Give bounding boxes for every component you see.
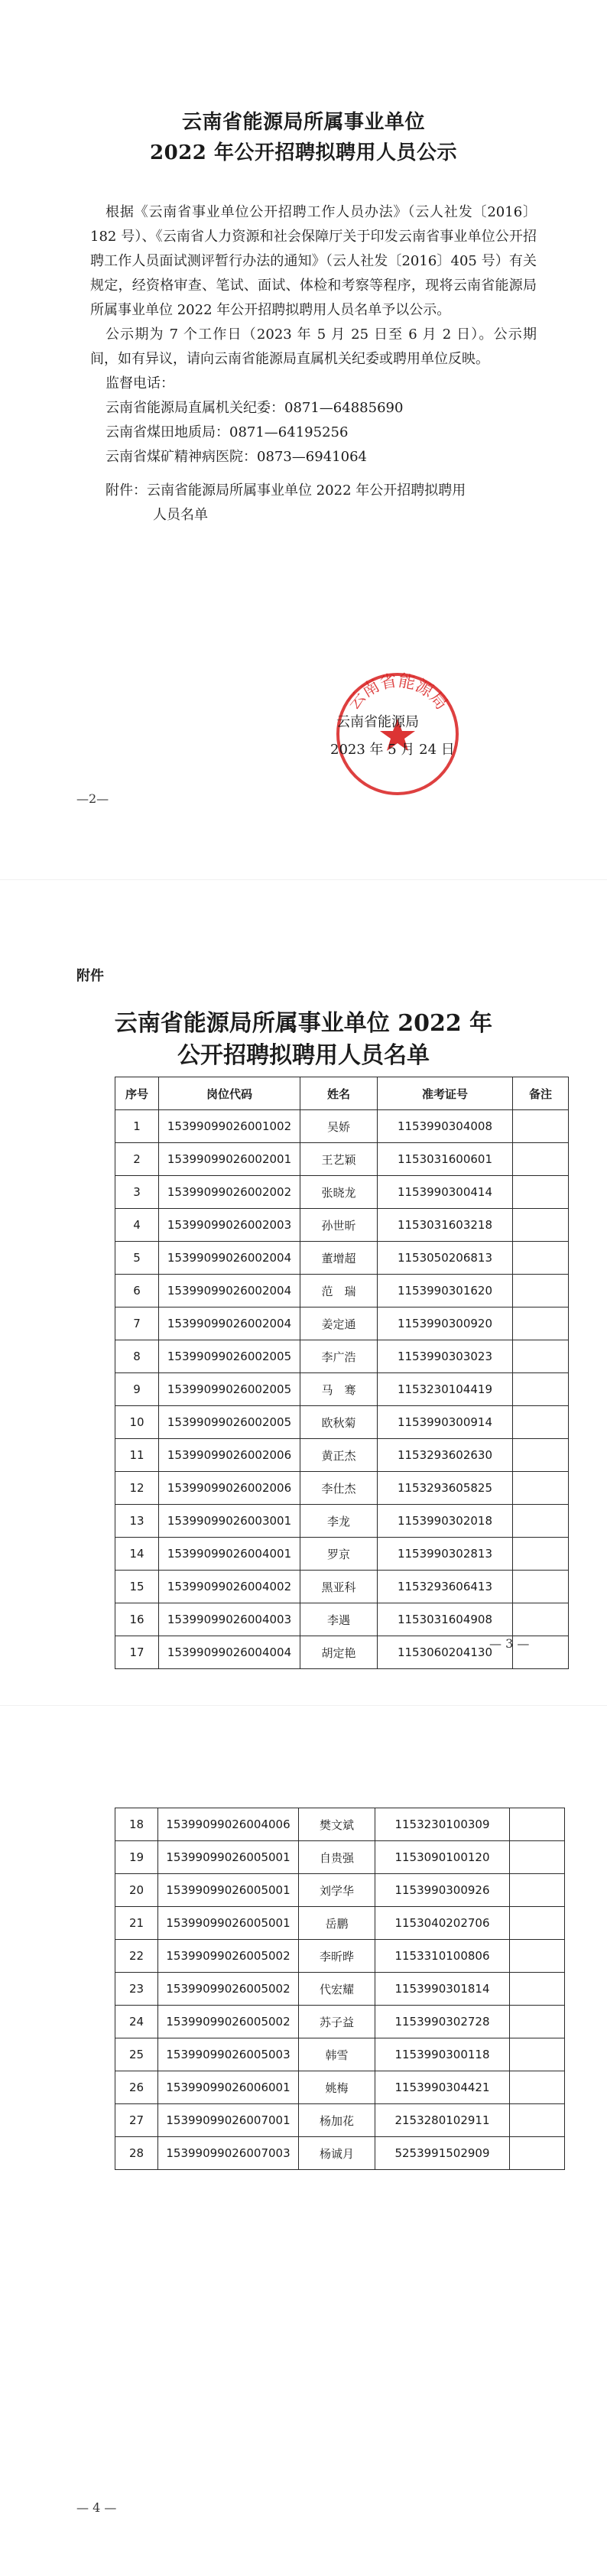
cell-index: 22 [115,1940,158,1973]
table-row [115,1808,565,1841]
cell-post-code: 15399099026002005 [159,1340,300,1373]
cell-post-code: 15399099026005001 [158,1841,299,1874]
cell-post-code: 15399099026005001 [158,1907,299,1940]
page-2 [0,0,607,879]
cell-exam-number: 1153990303023 [378,1340,513,1373]
cell-remarks [513,1538,569,1571]
header-name: 姓名 [300,1077,378,1110]
cell-exam-number: 1153230104419 [378,1373,513,1406]
cell-index: 10 [115,1406,159,1439]
cell-index: 8 [115,1340,159,1373]
cell-exam-number: 1153990302018 [378,1505,513,1538]
cell-index: 17 [115,1636,159,1669]
table-row [115,1907,565,1940]
cell-post-code: 15399099026002004 [159,1307,300,1340]
cell-name: 马 骞 [300,1373,378,1406]
official-seal [329,664,466,801]
cell-remarks [513,1373,569,1406]
table-row [115,1373,569,1406]
cell-post-code: 15399099026004003 [159,1603,300,1636]
cell-name: 刘学华 [299,1874,375,1907]
table-row [115,1176,569,1209]
table-row [115,1406,569,1439]
cell-name: 韩雪 [299,2038,375,2071]
cell-index: 24 [115,2006,158,2038]
cell-index: 11 [115,1439,159,1472]
page-3-number: — 3 — [489,1636,530,1651]
cell-exam-number: 1153050206813 [378,1242,513,1275]
cell-name: 张晓龙 [300,1176,378,1209]
cell-remarks [513,1439,569,1472]
cell-post-code: 15399099026005001 [158,1874,299,1907]
notice-body [90,200,537,528]
cell-index: 16 [115,1603,159,1636]
cell-remarks [513,1603,569,1636]
table-row [115,1571,569,1603]
cell-post-code: 15399099026005003 [158,2038,299,2071]
cell-remarks [510,1841,565,1874]
cell-name: 苏子益 [299,2006,375,2038]
cell-remarks [510,1907,565,1940]
cell-exam-number: 1153990304008 [378,1110,513,1143]
cell-post-code: 15399099026001002 [159,1110,300,1143]
table-row [115,1505,569,1538]
table-row [115,1841,565,1874]
cell-post-code: 15399099026002002 [159,1176,300,1209]
notice-title-line-2: 2022 年公开招聘拟聘用人员公示 [150,141,457,164]
attachment-note-line-1: 附件：云南省能源局所属事业单位 2022 年公开招聘拟聘用 [105,482,466,499]
cell-post-code: 15399099026007001 [158,2104,299,2137]
cell-remarks [510,2038,565,2071]
cell-exam-number: 1153990302728 [375,2006,510,2038]
table-row [115,1439,569,1472]
signature-organization: 云南省能源局 [336,714,419,730]
table-row [115,1603,569,1636]
cell-remarks [513,1110,569,1143]
cell-post-code: 15399099026004001 [159,1538,300,1571]
cell-post-code: 15399099026003001 [159,1505,300,1538]
cell-index: 23 [115,1973,158,2006]
candidate-table-part-1 [115,1077,569,1669]
cell-index: 7 [115,1307,159,1340]
cell-exam-number: 1153060204130 [378,1636,513,1669]
phone-line-3: 云南省煤矿精神病医院：0873—6941064 [105,449,367,465]
cell-remarks [513,1242,569,1275]
cell-remarks [510,2006,565,2038]
cell-index: 9 [115,1373,159,1406]
cell-post-code: 15399099026002004 [159,1242,300,1275]
cell-name: 范 瑞 [300,1275,378,1307]
cell-index: 2 [115,1143,159,1176]
cell-index: 21 [115,1907,158,1940]
header-index: 序号 [115,1077,159,1110]
cell-name: 孙世昕 [300,1209,378,1242]
cell-name: 代宏耀 [299,1973,375,2006]
cell-name: 姚梅 [299,2071,375,2104]
cell-name: 李昕晔 [299,1940,375,1973]
cell-remarks [513,1406,569,1439]
cell-name: 李仕杰 [300,1472,378,1505]
cell-post-code: 15399099026002001 [159,1143,300,1176]
cell-name: 罗京 [300,1538,378,1571]
cell-index: 18 [115,1808,158,1841]
cell-exam-number: 1153990301814 [375,1973,510,2006]
table-row [115,1209,569,1242]
table-row [115,2104,565,2137]
table-row [115,1307,569,1340]
table-row [115,1940,565,1973]
cell-index: 3 [115,1176,159,1209]
cell-index: 27 [115,2104,158,2137]
cell-exam-number: 1153230100309 [375,1808,510,1841]
cell-name: 姜定通 [300,1307,378,1340]
cell-remarks [513,1176,569,1209]
notice-title-line-1: 云南省能源局所属事业单位 [181,111,425,134]
cell-exam-number: 1153293605825 [378,1472,513,1505]
cell-remarks [510,1808,565,1841]
cell-index: 5 [115,1242,159,1275]
table-row [115,1110,569,1143]
list-title-line-2: 公开招聘拟聘用人员名单 [177,1042,430,1069]
cell-name: 杨加花 [299,2104,375,2137]
cell-post-code: 15399099026006001 [158,2071,299,2104]
cell-exam-number: 1153310100806 [375,1940,510,1973]
cell-post-code: 15399099026005002 [158,1973,299,2006]
cell-remarks [513,1472,569,1505]
cell-name: 杨诚月 [299,2137,375,2170]
cell-exam-number: 1153031600601 [378,1143,513,1176]
page-2-number: —2— [76,791,109,806]
cell-index: 20 [115,1874,158,1907]
table-row [115,1143,569,1176]
table-row [115,2038,565,2071]
cell-index: 28 [115,2137,158,2170]
cell-remarks [513,1571,569,1603]
cell-exam-number: 1153990300414 [378,1176,513,1209]
cell-exam-number: 1153990300920 [378,1307,513,1340]
table-row [115,1242,569,1275]
cell-post-code: 15399099026002006 [159,1472,300,1505]
cell-exam-number: 1153031604908 [378,1603,513,1636]
cell-remarks [513,1275,569,1307]
cell-post-code: 15399099026002006 [159,1439,300,1472]
cell-remarks [513,1340,569,1373]
cell-remarks [513,1209,569,1242]
header-remarks: 备注 [513,1077,569,1110]
cell-exam-number: 1153293602630 [378,1439,513,1472]
seal-text: 云南省能源局 [344,671,451,714]
cell-remarks [513,1505,569,1538]
cell-name: 吴娇 [300,1110,378,1143]
cell-name: 胡定艳 [300,1636,378,1669]
table-header-row [115,1077,569,1110]
table-row [115,1538,569,1571]
notice-paragraph-2: 公示期为 7 个工作日（2023 年 5 月 25 日至 6 月 2 日）。公示期间，如有异议，请向云南省能源局直属机关纪委或聘用单位反映。 [90,326,537,367]
phone-line-2: 云南省煤田地质局：0871—64195256 [105,424,349,440]
cell-name: 李遇 [300,1603,378,1636]
cell-name: 樊文斌 [299,1808,375,1841]
cell-index: 1 [115,1110,159,1143]
cell-name: 王艺颖 [300,1143,378,1176]
cell-remarks [510,1973,565,2006]
cell-post-code: 15399099026004006 [158,1808,299,1841]
cell-index: 13 [115,1505,159,1538]
cell-remarks [510,1940,565,1973]
cell-name: 黄正杰 [300,1439,378,1472]
cell-remarks [510,2071,565,2104]
svg-text:云南省能源局 [344,671,451,713]
cell-name: 李广浩 [300,1340,378,1373]
header-exam-number: 准考证号 [378,1077,513,1110]
table-row [115,2071,565,2104]
table-row [115,1472,569,1505]
cell-name: 黑亚科 [300,1571,378,1603]
cell-exam-number: 5253991502909 [375,2137,510,2170]
cell-exam-number: 1153990301620 [378,1275,513,1307]
cell-index: 14 [115,1538,159,1571]
cell-post-code: 15399099026002005 [159,1373,300,1406]
cell-exam-number: 1153990300926 [375,1874,510,1907]
cell-exam-number: 1153990300914 [378,1406,513,1439]
cell-name: 董增超 [300,1242,378,1275]
cell-post-code: 15399099026005002 [158,1940,299,1973]
cell-name: 李龙 [300,1505,378,1538]
cell-remarks [513,1143,569,1176]
cell-remarks [510,2137,565,2170]
supervision-label: 监督电话： [105,375,174,391]
cell-post-code: 15399099026002004 [159,1275,300,1307]
cell-post-code: 15399099026004004 [159,1636,300,1669]
table-row [115,1340,569,1373]
phone-line-1: 云南省能源局直属机关纪委：0871—64885690 [105,400,404,416]
page-4-number: — 4 — [76,2500,117,2515]
cell-index: 26 [115,2071,158,2104]
cell-remarks [513,1307,569,1340]
cell-remarks [510,2104,565,2137]
cell-index: 12 [115,1472,159,1505]
cell-post-code: 15399099026002005 [159,1406,300,1439]
table-row [115,2006,565,2038]
cell-exam-number: 1153293606413 [378,1571,513,1603]
list-title-line-1: 云南省能源局所属事业单位 2022 年 [114,1010,493,1037]
cell-index: 4 [115,1209,159,1242]
cell-exam-number: 1153031603218 [378,1209,513,1242]
attachment-label: 附件 [76,968,104,984]
cell-exam-number: 1153990304421 [375,2071,510,2104]
cell-index: 25 [115,2038,158,2071]
cell-name: 自贵强 [299,1841,375,1874]
cell-post-code: 15399099026007003 [158,2137,299,2170]
cell-post-code: 15399099026005002 [158,2006,299,2038]
table-row [115,2137,565,2170]
candidate-table-part-2 [115,1808,565,2170]
cell-post-code: 15399099026002003 [159,1209,300,1242]
cell-exam-number: 1153090100120 [375,1841,510,1874]
cell-index: 19 [115,1841,158,1874]
cell-exam-number: 1153990302813 [378,1538,513,1571]
notice-paragraph-1: 根据《云南省事业单位公开招聘工作人员办法》（云人社发〔2016〕182 号）、《云南省人力资源和社会保障厅关于印发云南省事业单位公开招聘工作人员面试测评暂行办法的通知》（云人社发〔2016〕405 号）有关规定，经资格审查、笔试、面试、体检和考察等程序，现将云南省能源局所属事业单位 2022 年公开招聘拟聘用人员名单予以公示。 [90,204,537,318]
cell-name: 欧秋菊 [300,1406,378,1439]
signature-date: 2023 年 5 月 24 日 [330,742,455,758]
table-row [115,1973,565,2006]
cell-index: 15 [115,1571,159,1603]
cell-remarks [510,1874,565,1907]
table-row [115,1874,565,1907]
cell-exam-number: 2153280102911 [375,2104,510,2137]
cell-name: 岳鹏 [299,1907,375,1940]
cell-post-code: 15399099026004002 [159,1571,300,1603]
cell-index: 6 [115,1275,159,1307]
table-row [115,1275,569,1307]
cell-exam-number: 1153040202706 [375,1907,510,1940]
header-post-code: 岗位代码 [159,1077,300,1110]
attachment-note-line-2: 人员名单 [153,507,208,523]
cell-exam-number: 1153990300118 [375,2038,510,2071]
